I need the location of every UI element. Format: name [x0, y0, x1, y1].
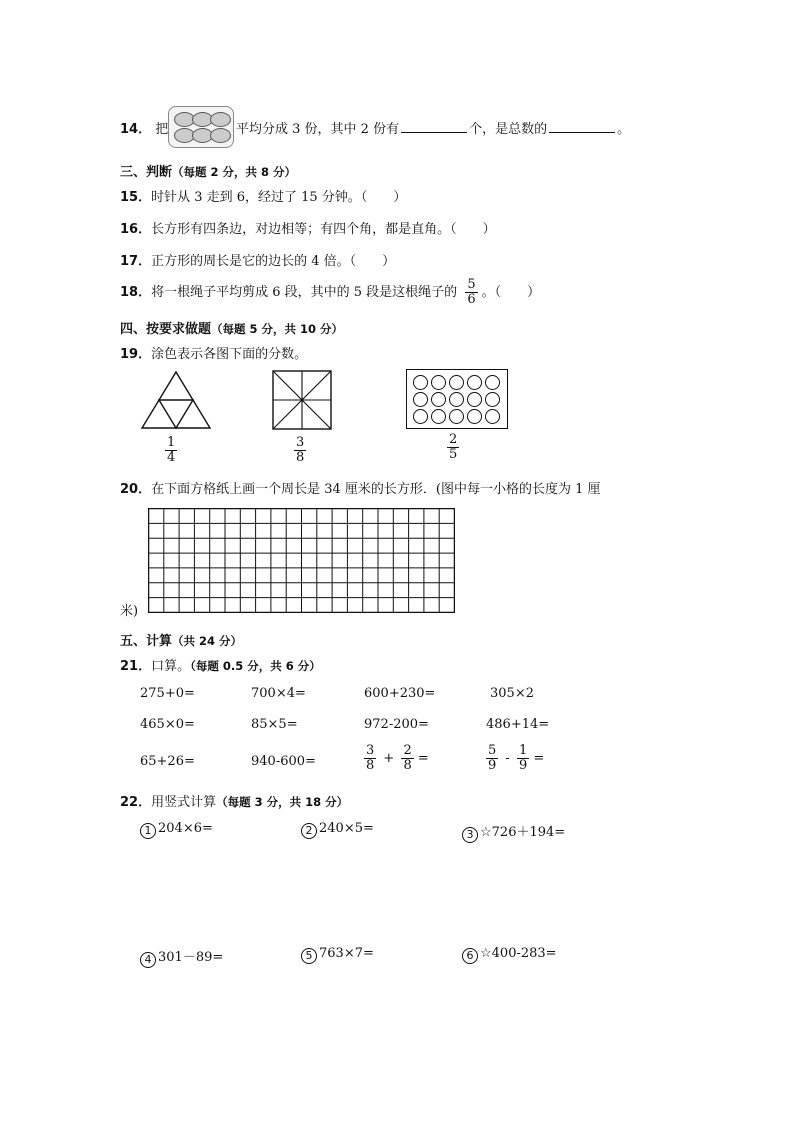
circle-icon: [449, 392, 464, 407]
circle-icon: [449, 409, 464, 424]
oval-icon: [210, 128, 231, 143]
calc-text: 240×5=: [319, 821, 374, 836]
section-title: 四、按要求做题: [120, 322, 212, 337]
fraction-calc-2: [486, 744, 544, 773]
q17-line: [120, 250, 395, 269]
circled-number: 3: [462, 827, 478, 843]
q16-line: [120, 218, 496, 237]
circle-icon: [485, 375, 500, 390]
circle-icon: [449, 375, 464, 390]
fraction: [294, 436, 306, 465]
question-number: 18．: [120, 285, 152, 300]
question-number: 16．: [120, 222, 152, 237]
question-text: 涂色表示各图下面的分数。: [151, 347, 308, 362]
fraction: [364, 744, 376, 773]
calc-item: 305×2: [490, 686, 534, 701]
calc-item: 700×4=: [251, 686, 306, 701]
triangle-figure: [140, 370, 212, 430]
q20-tail: 米): [120, 604, 139, 619]
calc-item: 275+0=: [140, 686, 195, 701]
denominator: 8: [403, 758, 412, 773]
q22-line: [120, 791, 348, 810]
calc-item: 940-600=: [251, 754, 316, 769]
numerator: 2: [449, 432, 458, 447]
question-number: 20．: [120, 482, 152, 497]
section-note: （每题 5 分，共 10 分）: [211, 322, 344, 336]
calc-item: 85×5=: [251, 717, 298, 732]
q18-line: [120, 278, 540, 308]
calc-item: 972-200=: [364, 717, 429, 732]
denominator: 4: [167, 450, 176, 465]
calc-text: ☆726＋194=: [480, 825, 566, 840]
calc-text: 301－89=: [158, 950, 224, 965]
calc-item: 486+14=: [486, 717, 550, 732]
question-text: 正方形的周长是它的边长的 4 倍。（ ）: [151, 254, 396, 269]
q14-pre: 把: [155, 122, 169, 137]
numerator: 2: [403, 743, 412, 758]
fraction: [401, 744, 413, 773]
equals: =: [533, 751, 545, 766]
calc-item: 465×0=: [140, 717, 195, 732]
denominator: 8: [366, 758, 375, 773]
oval-group-image: [168, 106, 234, 148]
question-note: （每题 0.5 分，共 6 分）: [190, 659, 321, 673]
question-text: 用竖式计算: [151, 795, 217, 810]
circle-icon: [413, 409, 428, 424]
vertical-calc-item: [140, 946, 223, 968]
calc-item: 600+230=: [364, 686, 436, 701]
fig3-fraction: [447, 433, 459, 462]
q14-line: [120, 118, 168, 137]
circle-icon: [413, 375, 428, 390]
question-end: 。（ ）: [481, 285, 541, 300]
numerator: 3: [296, 435, 305, 450]
section-note: （每题 2 分，共 8 分）: [172, 165, 297, 179]
denominator: 6: [467, 292, 476, 307]
oval-icon: [210, 112, 231, 127]
circle-icon: [467, 375, 482, 390]
grid-paper[interactable]: [148, 508, 455, 613]
operator: +: [383, 751, 395, 766]
circle-icon: [467, 409, 482, 424]
fraction: [486, 744, 498, 773]
section-title: 五、计算: [120, 634, 173, 649]
denominator: 5: [449, 447, 458, 462]
fraction: [165, 436, 177, 465]
q19-line: [120, 343, 307, 362]
denominator: 8: [296, 450, 305, 465]
circle-icon: [431, 375, 446, 390]
operator: -: [505, 751, 510, 766]
circled-number: 5: [301, 948, 317, 964]
denominator: 9: [488, 758, 497, 773]
fraction: [517, 744, 529, 773]
question-number: 14．: [120, 122, 152, 137]
section-title: 三、判断: [120, 165, 173, 180]
fig2-fraction: [294, 436, 306, 465]
fraction: [465, 278, 477, 307]
calc-text: ☆400-283=: [480, 946, 557, 961]
calc-text: 204×6=: [158, 821, 213, 836]
q14-rest: [236, 118, 630, 137]
numerator: 1: [518, 743, 528, 758]
section-note: （共 24 分）: [172, 634, 243, 648]
circle-icon: [485, 392, 500, 407]
q14-end: 。: [617, 122, 631, 137]
numerator: 5: [467, 277, 476, 292]
fraction: [447, 433, 459, 462]
question-number: 17．: [120, 254, 152, 269]
circle-icon: [431, 392, 446, 407]
calc-text: 763×7=: [319, 946, 374, 961]
question-number: 22．: [120, 795, 152, 810]
circle-icon: [413, 392, 428, 407]
q15-line: [120, 186, 406, 205]
denominator: 9: [518, 758, 528, 773]
circled-number: 1: [140, 823, 156, 839]
numerator: 3: [366, 743, 375, 758]
fraction-calc-1: [364, 744, 429, 773]
question-note: （每题 3 分，共 18 分）: [216, 795, 349, 809]
q14-mid: 平均分成 3 份，其中 2 份有: [236, 122, 400, 137]
equals: =: [417, 751, 429, 766]
vertical-calc-item: [140, 821, 213, 839]
question-text: 将一根绳子平均剪成 6 段，其中的 5 段是这根绳子的: [151, 285, 458, 300]
numerator: 1: [167, 435, 176, 450]
vertical-calc-item: [301, 821, 374, 839]
question-text: 在下面方格纸上画一个周长是 34 厘米的长方形．(图中每一小格的长度为 1 厘: [151, 482, 601, 497]
section-heading: [120, 630, 242, 649]
circle-icon: [467, 392, 482, 407]
q20-line: [120, 478, 601, 497]
square-figure: [272, 370, 332, 430]
section-heading: [120, 161, 296, 180]
question-number: 21．: [120, 659, 152, 674]
answer-blank[interactable]: [549, 120, 615, 133]
answer-blank[interactable]: [401, 120, 467, 133]
question-number: 19．: [120, 347, 152, 362]
question-text: 长方形有四条边，对边相等；有四个角，都是直角。（ ）: [151, 222, 496, 237]
q21-line: [120, 655, 321, 674]
vertical-calc-item: [462, 821, 565, 843]
vertical-calc-item: [301, 946, 374, 964]
question-text: 时针从 3 走到 6，经过了 15 分钟。（ ）: [151, 190, 407, 205]
vertical-calc-item: [462, 946, 557, 964]
section-heading: [120, 318, 343, 337]
fig1-fraction: [165, 436, 177, 465]
circle-icon: [485, 409, 500, 424]
circled-number: 2: [301, 823, 317, 839]
circled-number: 6: [462, 948, 478, 964]
circles-figure: [406, 369, 508, 429]
question-number: 15．: [120, 190, 152, 205]
q14-mid2: 个，是总数的: [469, 122, 548, 137]
circled-number: 4: [140, 952, 156, 968]
question-text: 口算。: [151, 659, 191, 674]
circle-icon: [431, 409, 446, 424]
numerator: 5: [488, 743, 497, 758]
calc-item: 65+26=: [140, 754, 195, 769]
